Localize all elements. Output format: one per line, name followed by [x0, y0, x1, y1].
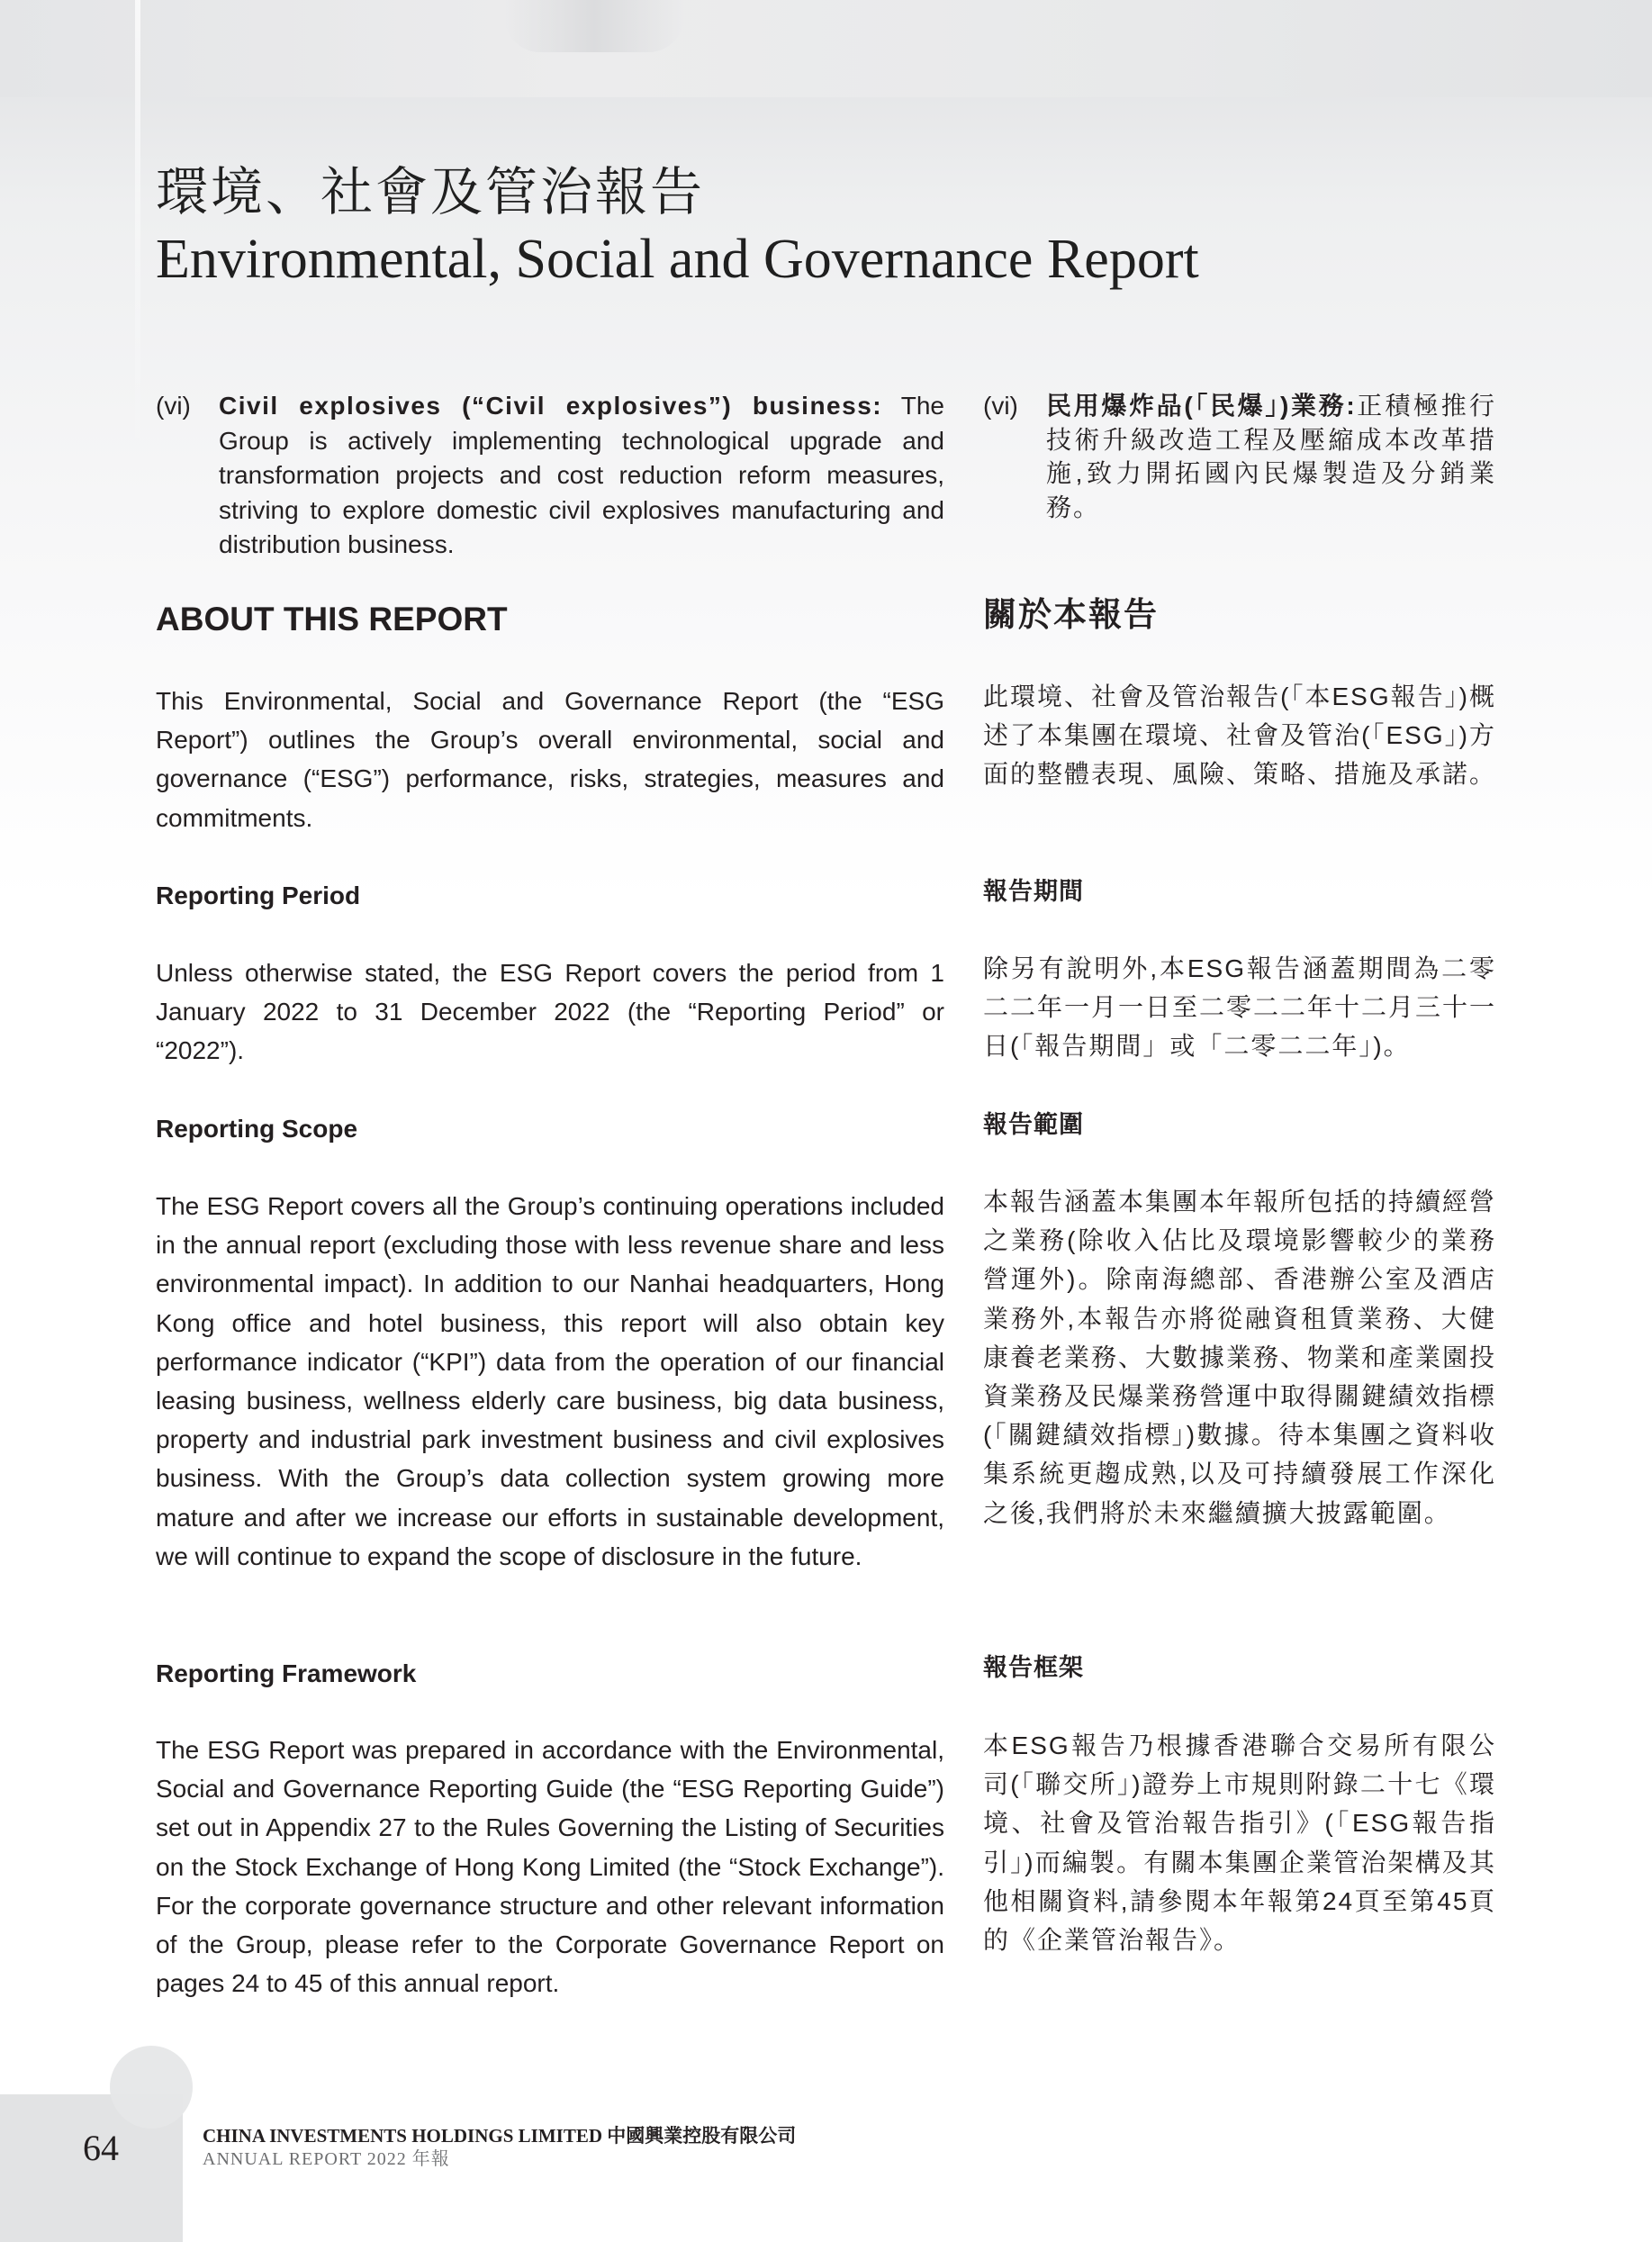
period-body-zh: 除另有說明外,本ESG報告涵蓋期間為二零二二年一月一日至二零二二年十二月三十一日(「報告期間」或「二零二二年」)。: [983, 954, 1497, 1061]
framework-body-en: The ESG Report was prepared in accordance with the Environmental, Social and Governance Reporting Guide (the “ESG Reporting Guide”) set out in Appendix 27 to the Rules Governing the Listing of Securities on the Stock Exchange of Hong Kong Limited (the “Stock Exchange”). For the corporate governance structure and other relevant information of the Group, please refer to the Corporate Governance Report on pages 24 to 45 of this annual report.: [156, 1736, 944, 1998]
period-heading-zh: 報告期間: [983, 878, 1084, 905]
page-title-english: Environmental, Social and Governance Report: [156, 229, 1199, 290]
item-number-zh: (vi): [983, 392, 1018, 420]
framework-heading-zh: 報告框架: [983, 1654, 1084, 1681]
item-vi-body-en: The Group is actively implementing technological upgrade and transformation projects and cost reduction reform measures, striving to explore domestic civil explosives manufacturing and distribution business.: [219, 392, 944, 558]
scope-body-zh: 本報告涵蓋本集團本年報所包括的持續經營之業務(除收入佔比及環境影響較少的業務營運外)。除南海總部、香港辦公室及酒店業務外,本報告亦將從融資租賃業務、大健康養老業務、大數據業務、物業和產業園投資業務及民爆業務營運中取得關鍵績效指標(「關鍵績效指標」)數據。待本集團之資料收集系統更趨成熟,以及可持續發展工作深化之後,我們將於未來繼續擴大披露範圍。: [983, 1188, 1497, 1527]
item-vi-bold-en: Civil explosives (“Civil explosives”) business:: [219, 392, 883, 420]
header-stripe: [135, 0, 140, 468]
period-body-en: Unless otherwise stated, the ESG Report covers the period from 1 January 2022 to 31 December 2022 (the “Reporting Period” or “2022”).: [156, 959, 944, 1065]
about-body-en: This Environmental, Social and Governance Report (the “ESG Report”) outlines the Group’s overall environmental, social and governance (“ESG”) performance, risks, strategies, measures and commitments.: [156, 687, 944, 832]
footer-company-name: CHINA INVESTMENTS HOLDINGS LIMITED 中國興業控股有限公司: [203, 2125, 797, 2147]
period-heading-en: Reporting Period: [156, 881, 361, 909]
item-vi-bold-zh: 民用爆炸品(「民爆」)業務:: [1046, 392, 1357, 420]
scope-body-en: The ESG Report covers all the Group’s continuing operations included in the annual report (excluding those with less revenue share and less environmental impact). In addition to our Nanhai headquarters, Hong Kong office and hotel business, this report will also obtain key performance indicator (“KPI”) data from the operation of our financial leasing business, wellness elderly care business, big data business, property and industrial park investment business and civil explosives business. With the Group’s data collection system growing more mature and after we increase our efforts in sustainable development, we will continue to expand the scope of disclosure in the future.: [156, 1192, 944, 1570]
about-heading-en: ABOUT THIS REPORT: [156, 601, 508, 637]
header-band: [0, 0, 1652, 97]
item-vi-body-zh: 正積極推行技術升級改造工程及壓縮成本改革措施,致力開拓國內民爆製造及分銷業務。: [1046, 392, 1496, 521]
framework-heading-en: Reporting Framework: [156, 1659, 417, 1687]
framework-body-zh: 本ESG報告乃根據香港聯合交易所有限公司(「聯交所」)證券上市規則附錄二十七《環境、社會及管治報告指引》(「ESG報告指引」)而編製。有關本集團企業管治架構及其他相關資料,請參閱本年報第24頁至第45頁的《企業管治報告》。: [983, 1731, 1496, 1955]
about-heading-zh: 關於本報告: [983, 596, 1159, 633]
footer-circle-decoration: [110, 2046, 193, 2129]
item-number-en: (vi): [156, 392, 191, 420]
footer-report-label: ANNUAL REPORT 2022 年報: [203, 2149, 450, 2169]
about-body-zh: 此環境、社會及管治報告(「本ESG報告」)概述了本集團在環境、社會及管治(「ESG」)方面的整體表現、風險、策略、措施及承諾。: [983, 683, 1497, 789]
scope-heading-en: Reporting Scope: [156, 1115, 358, 1143]
header-decoration: [504, 0, 684, 52]
scope-heading-zh: 報告範圍: [983, 1111, 1084, 1138]
item-vi-text-en: [219, 389, 944, 563]
page-title-chinese: 環境、社會及管治報告: [156, 161, 706, 222]
item-vi-text-zh: [1046, 389, 1496, 524]
page-number: 64: [83, 2128, 119, 2168]
